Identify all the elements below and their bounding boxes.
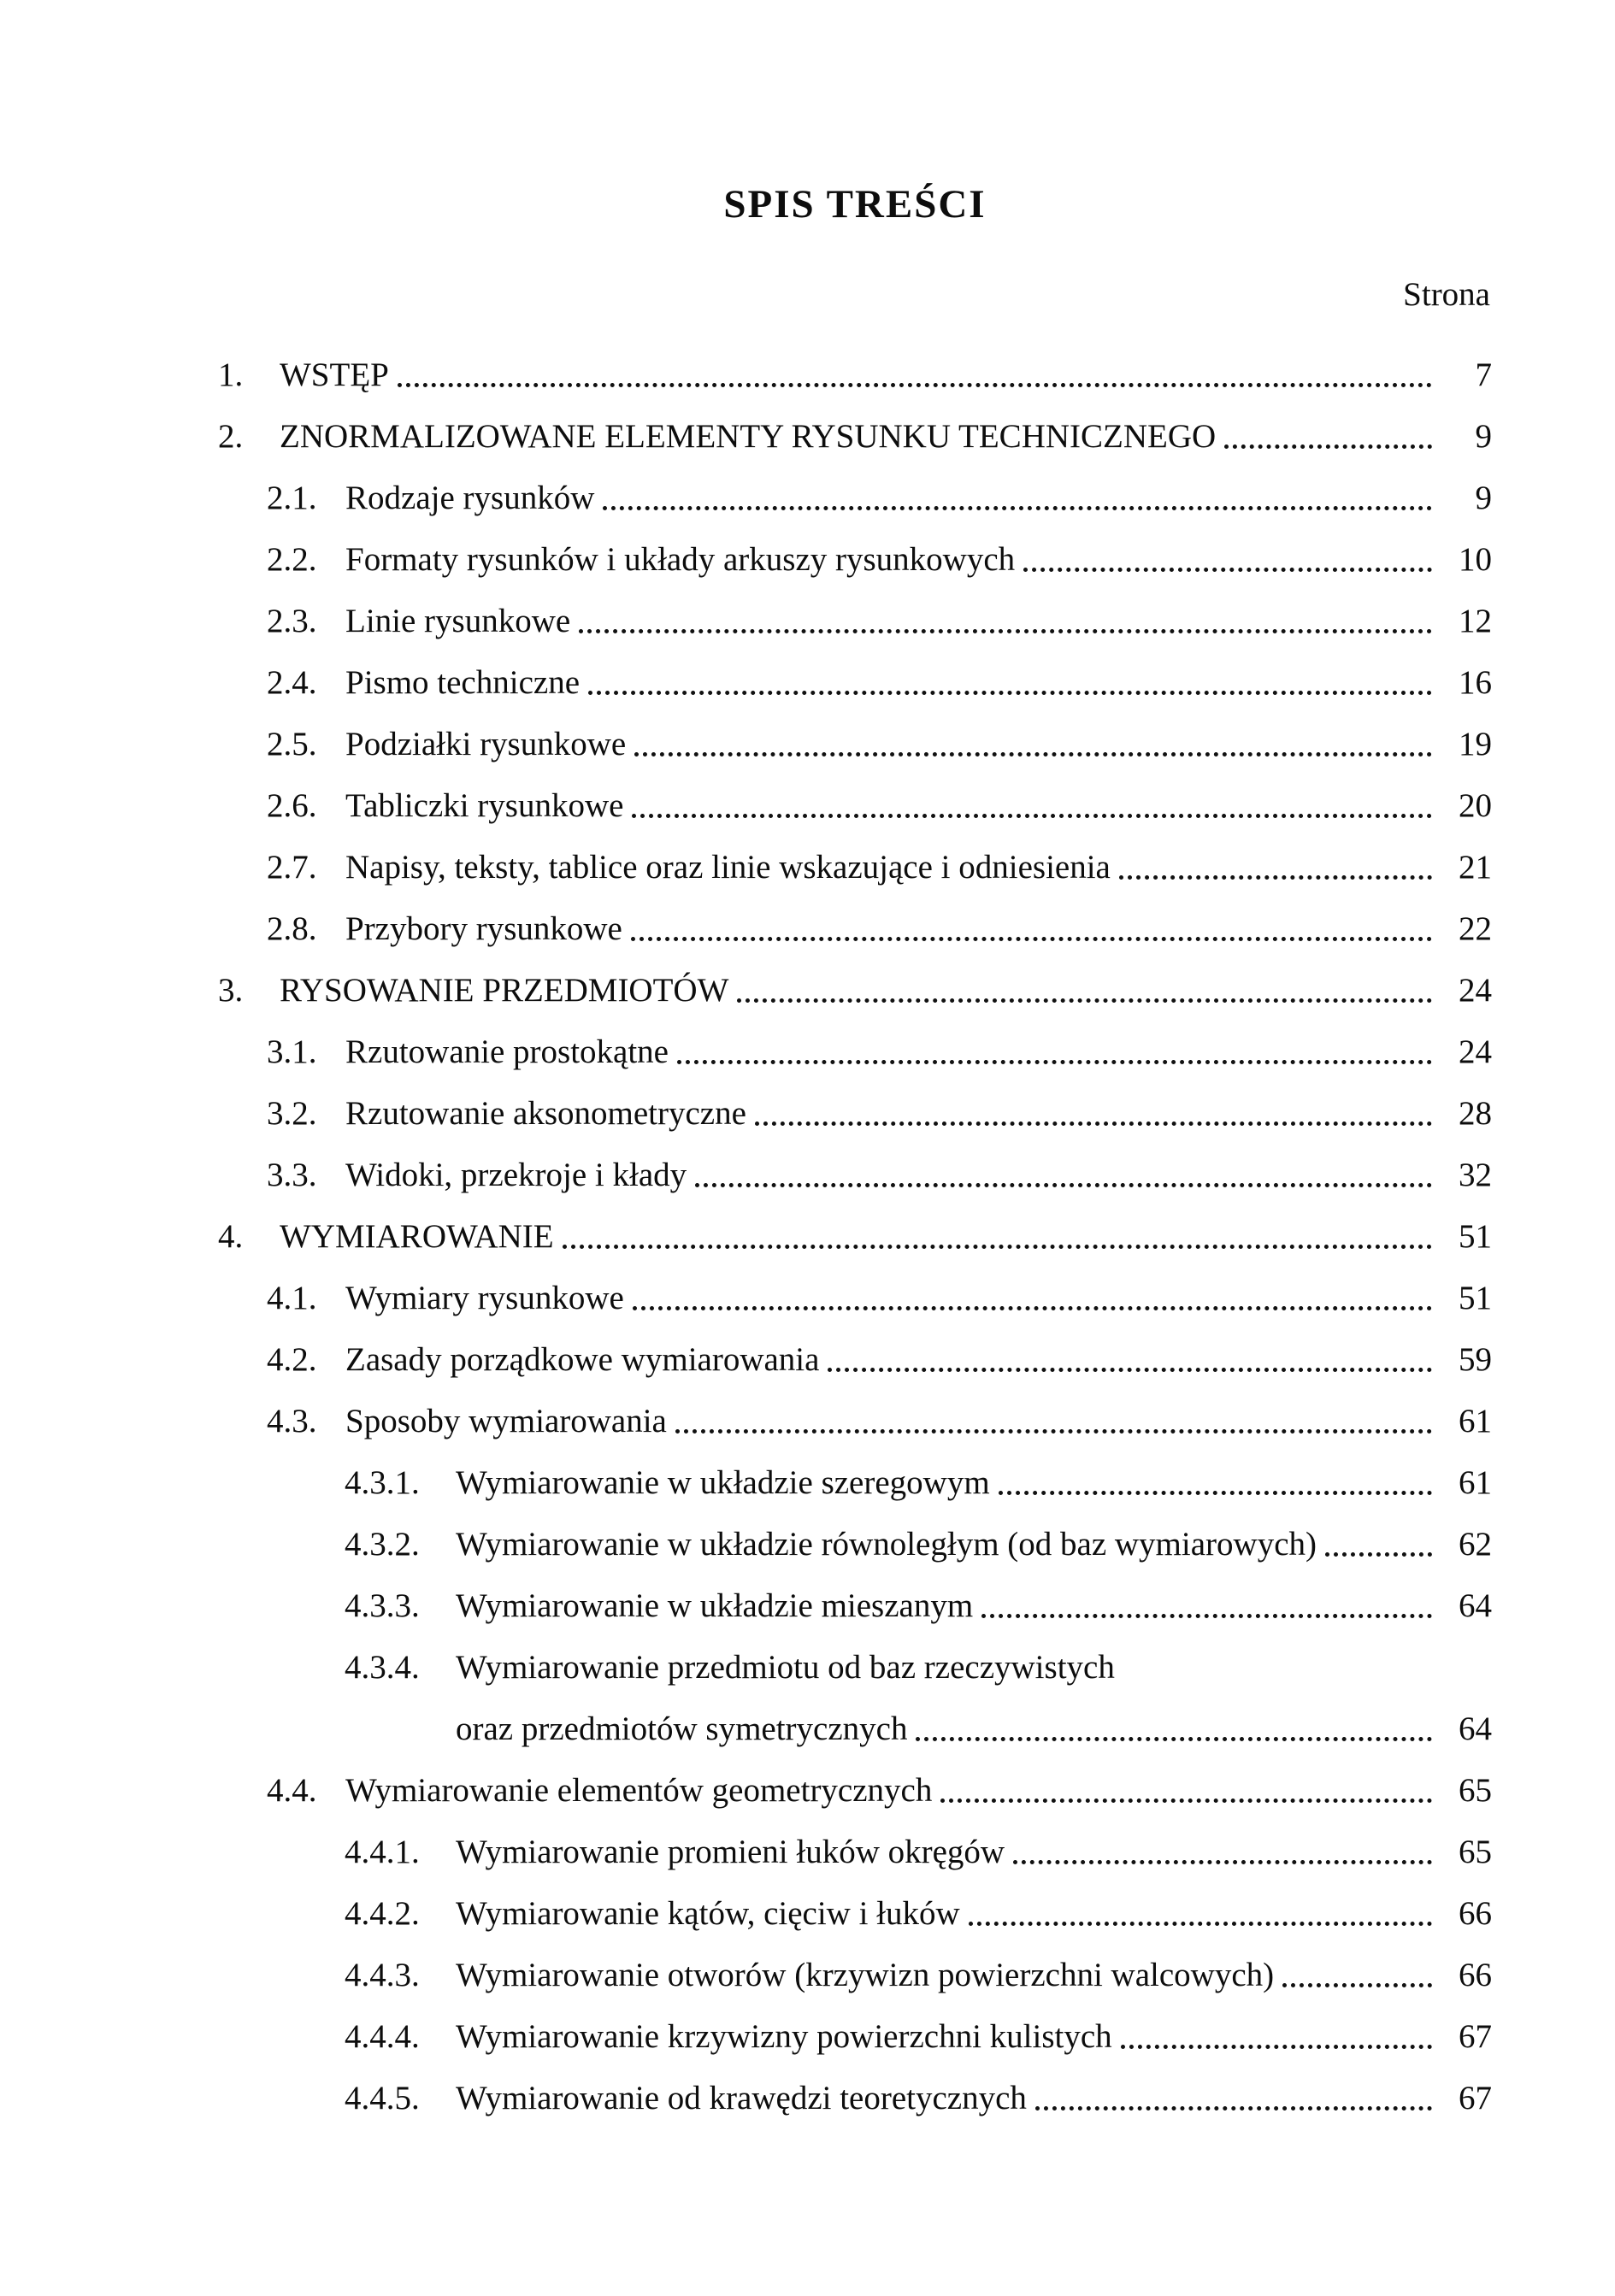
entry-title: Widoki, przekroje i kłady	[345, 1157, 687, 1194]
entry-title: Wymiarowanie w układzie równoległym (od baz wymiarowych)	[456, 1526, 1317, 1563]
dot-leader	[695, 1183, 1432, 1187]
entry-number: 4.4.	[267, 1772, 317, 1810]
toc-entry-4-4-2	[218, 1870, 1492, 1932]
entry-page: 10	[1459, 541, 1492, 579]
entry-title: RYSOWANIE PRZEDMIOTÓW	[280, 972, 729, 1010]
entry-page: 21	[1459, 849, 1492, 886]
dot-leader	[1224, 444, 1432, 449]
entry-title: Rzutowanie prostokątne	[345, 1033, 669, 1071]
entry-number: 1.	[218, 356, 244, 394]
entry-number: 4.	[218, 1218, 244, 1256]
entry-number: 2.	[218, 418, 244, 456]
entry-page: 64	[1459, 1587, 1492, 1625]
entry-page: 65	[1459, 1834, 1492, 1871]
toc-entry-3-1	[218, 1009, 1492, 1070]
entry-title: Wymiarowanie otworów (krzywizn powierzchni walcowych)	[456, 1957, 1275, 1994]
entry-number: 2.6.	[267, 787, 317, 825]
dot-leader	[633, 1306, 1432, 1310]
toc-entry-2-6	[218, 762, 1492, 824]
entry-title: Wymiarowanie w układzie mieszanym	[456, 1587, 974, 1625]
toc-entry-4-1	[218, 1255, 1492, 1316]
entry-number: 2.1.	[267, 480, 317, 517]
entry-number: 2.4.	[267, 664, 317, 702]
entry-page: 28	[1459, 1095, 1492, 1133]
page-column-header: Strona	[1403, 276, 1490, 313]
entry-title: Sposoby wymiarowania	[345, 1403, 667, 1440]
entry-page: 9	[1475, 480, 1492, 517]
toc-entry-4-3-2	[218, 1501, 1492, 1563]
dot-leader	[1121, 2045, 1432, 2049]
toc-entry-4-4-1	[218, 1809, 1492, 1870]
entry-number: 4.3.4.	[345, 1649, 420, 1687]
entry-page: 66	[1459, 1895, 1492, 1933]
toc-entry-4-3	[218, 1378, 1492, 1439]
entry-number: 4.1.	[267, 1280, 317, 1317]
toc-entry-2-4	[218, 639, 1492, 701]
dot-leader	[603, 506, 1432, 510]
dot-leader	[737, 998, 1432, 1003]
entry-page: 24	[1459, 972, 1492, 1010]
table-of-contents	[218, 332, 1492, 2116]
entry-title: Wymiarowanie krzywizny powierzchni kulistych	[456, 2018, 1112, 2056]
toc-entry-2	[218, 393, 1492, 455]
entry-title: Przybory rysunkowe	[345, 910, 622, 948]
toc-entry-2-1	[218, 455, 1492, 516]
entry-title: Rzutowanie aksonometryczne	[345, 1095, 746, 1133]
entry-number: 3.2.	[267, 1095, 317, 1133]
entry-title: Wymiarowanie przedmiotu od baz rzeczywistych	[456, 1649, 1115, 1687]
toc-entry-4-3-1	[218, 1439, 1492, 1501]
dot-leader	[1325, 1552, 1432, 1557]
entry-title: Wymiarowanie od krawędzi teoretycznych	[456, 2080, 1027, 2117]
toc-entry-1	[218, 332, 1492, 393]
dot-leader	[1282, 1983, 1432, 1987]
entry-number: 4.3.3.	[345, 1587, 420, 1625]
entry-page: 64	[1459, 1710, 1492, 1748]
entry-number: 3.1.	[267, 1033, 317, 1071]
dot-leader	[588, 691, 1432, 695]
dot-leader	[398, 383, 1432, 387]
toc-entry-4	[218, 1193, 1492, 1255]
entry-page: 61	[1459, 1464, 1492, 1502]
entry-title: Wymiary rysunkowe	[345, 1280, 624, 1317]
dot-leader	[675, 1429, 1432, 1434]
entry-page: 66	[1459, 1957, 1492, 1994]
entry-page: 24	[1459, 1033, 1492, 1071]
dot-leader	[1035, 2106, 1432, 2111]
dot-leader	[999, 1491, 1432, 1495]
page-title: SPIS TREŚCI	[723, 182, 987, 227]
entry-page: 62	[1459, 1526, 1492, 1563]
dot-leader	[1013, 1860, 1432, 1864]
entry-title: Linie rysunkowe	[345, 603, 571, 640]
entry-number: 2.7.	[267, 849, 317, 886]
entry-number: 4.4.5.	[345, 2080, 420, 2117]
entry-page: 22	[1459, 910, 1492, 948]
toc-entry-2-5	[218, 701, 1492, 762]
toc-entry-3-2	[218, 1070, 1492, 1132]
entry-number: 4.4.1.	[345, 1834, 420, 1871]
entry-page: 32	[1459, 1157, 1492, 1194]
dot-leader	[916, 1737, 1432, 1741]
entry-title: Wymiarowanie kątów, cięciw i łuków	[456, 1895, 960, 1933]
entry-number: 2.8.	[267, 910, 317, 948]
entry-number: 2.3.	[267, 603, 317, 640]
entry-page: 59	[1459, 1341, 1492, 1379]
toc-entry-4-3-4-line2	[218, 1686, 1492, 1747]
dot-leader	[755, 1122, 1432, 1126]
entry-number: 4.3.2.	[345, 1526, 420, 1563]
toc-entry-3	[218, 947, 1492, 1009]
entry-title: WYMIAROWANIE	[280, 1218, 554, 1256]
dot-leader	[969, 1922, 1432, 1926]
dot-leader	[631, 937, 1432, 941]
toc-entry-4-4-5	[218, 2055, 1492, 2116]
entry-page: 61	[1459, 1403, 1492, 1440]
entry-number: 2.2.	[267, 541, 317, 579]
toc-entry-4-4-3	[218, 1932, 1492, 1993]
entry-title: Wymiarowanie promieni łuków okręgów	[456, 1834, 1005, 1871]
entry-number: 2.5.	[267, 726, 317, 763]
entry-number: 3.	[218, 972, 244, 1010]
entry-page: 51	[1459, 1218, 1492, 1256]
entry-title: ZNORMALIZOWANE ELEMENTY RYSUNKU TECHNICZNEGO	[280, 418, 1217, 456]
entry-number: 4.2.	[267, 1341, 317, 1379]
dot-leader	[579, 629, 1432, 633]
entry-page: 51	[1459, 1280, 1492, 1317]
entry-title: Wymiarowanie elementów geometrycznych	[345, 1772, 933, 1810]
entry-title: Wymiarowanie w układzie szeregowym	[456, 1464, 990, 1502]
entry-page: 16	[1459, 664, 1492, 702]
entry-title: Podziałki rysunkowe	[345, 726, 627, 763]
dot-leader	[563, 1245, 1432, 1249]
entry-number: 4.4.2.	[345, 1895, 420, 1933]
toc-entry-4-2	[218, 1316, 1492, 1378]
entry-title: Napisy, teksty, tablice oraz linie wskazujące i odniesienia	[345, 849, 1111, 886]
entry-number: 4.3.1.	[345, 1464, 420, 1502]
dot-leader	[828, 1368, 1432, 1372]
entry-number: 4.4.3.	[345, 1957, 420, 1994]
dot-leader	[634, 752, 1432, 757]
dot-leader	[677, 1060, 1432, 1064]
toc-entry-2-3	[218, 578, 1492, 639]
toc-entry-4-3-3	[218, 1563, 1492, 1624]
entry-title: Tabliczki rysunkowe	[345, 787, 624, 825]
toc-entry-4-4-4	[218, 1993, 1492, 2055]
entry-title: Rodzaje rysunków	[345, 480, 595, 517]
entry-title: Pismo techniczne	[345, 664, 581, 702]
toc-entry-4-4	[218, 1747, 1492, 1809]
entry-page: 67	[1459, 2080, 1492, 2117]
entry-number: 4.4.4.	[345, 2018, 420, 2056]
entry-page: 65	[1459, 1772, 1492, 1810]
dot-leader	[981, 1614, 1432, 1618]
entry-title-continuation: oraz przedmiotów symetrycznych	[456, 1710, 908, 1748]
entry-title: Zasady porządkowe wymiarowania	[345, 1341, 820, 1379]
entry-title: WSTĘP	[280, 356, 389, 394]
toc-entry-3-3	[218, 1132, 1492, 1193]
entry-page: 9	[1475, 418, 1492, 456]
dot-leader	[940, 1799, 1432, 1803]
dot-leader	[632, 814, 1432, 818]
entry-page: 12	[1459, 603, 1492, 640]
entry-page: 7	[1475, 356, 1492, 394]
entry-title: Formaty rysunków i układy arkuszy rysunkowych	[345, 541, 1016, 579]
entry-number: 3.3.	[267, 1157, 317, 1194]
entry-number: 4.3.	[267, 1403, 317, 1440]
toc-entry-4-3-4-line1	[218, 1624, 1492, 1686]
toc-entry-2-7	[218, 824, 1492, 886]
entry-page: 20	[1459, 787, 1492, 825]
dot-leader	[1119, 875, 1432, 880]
toc-entry-2-8	[218, 886, 1492, 947]
toc-entry-2-2	[218, 516, 1492, 578]
entry-page: 67	[1459, 2018, 1492, 2056]
dot-leader	[1023, 568, 1432, 572]
entry-page: 19	[1459, 726, 1492, 763]
